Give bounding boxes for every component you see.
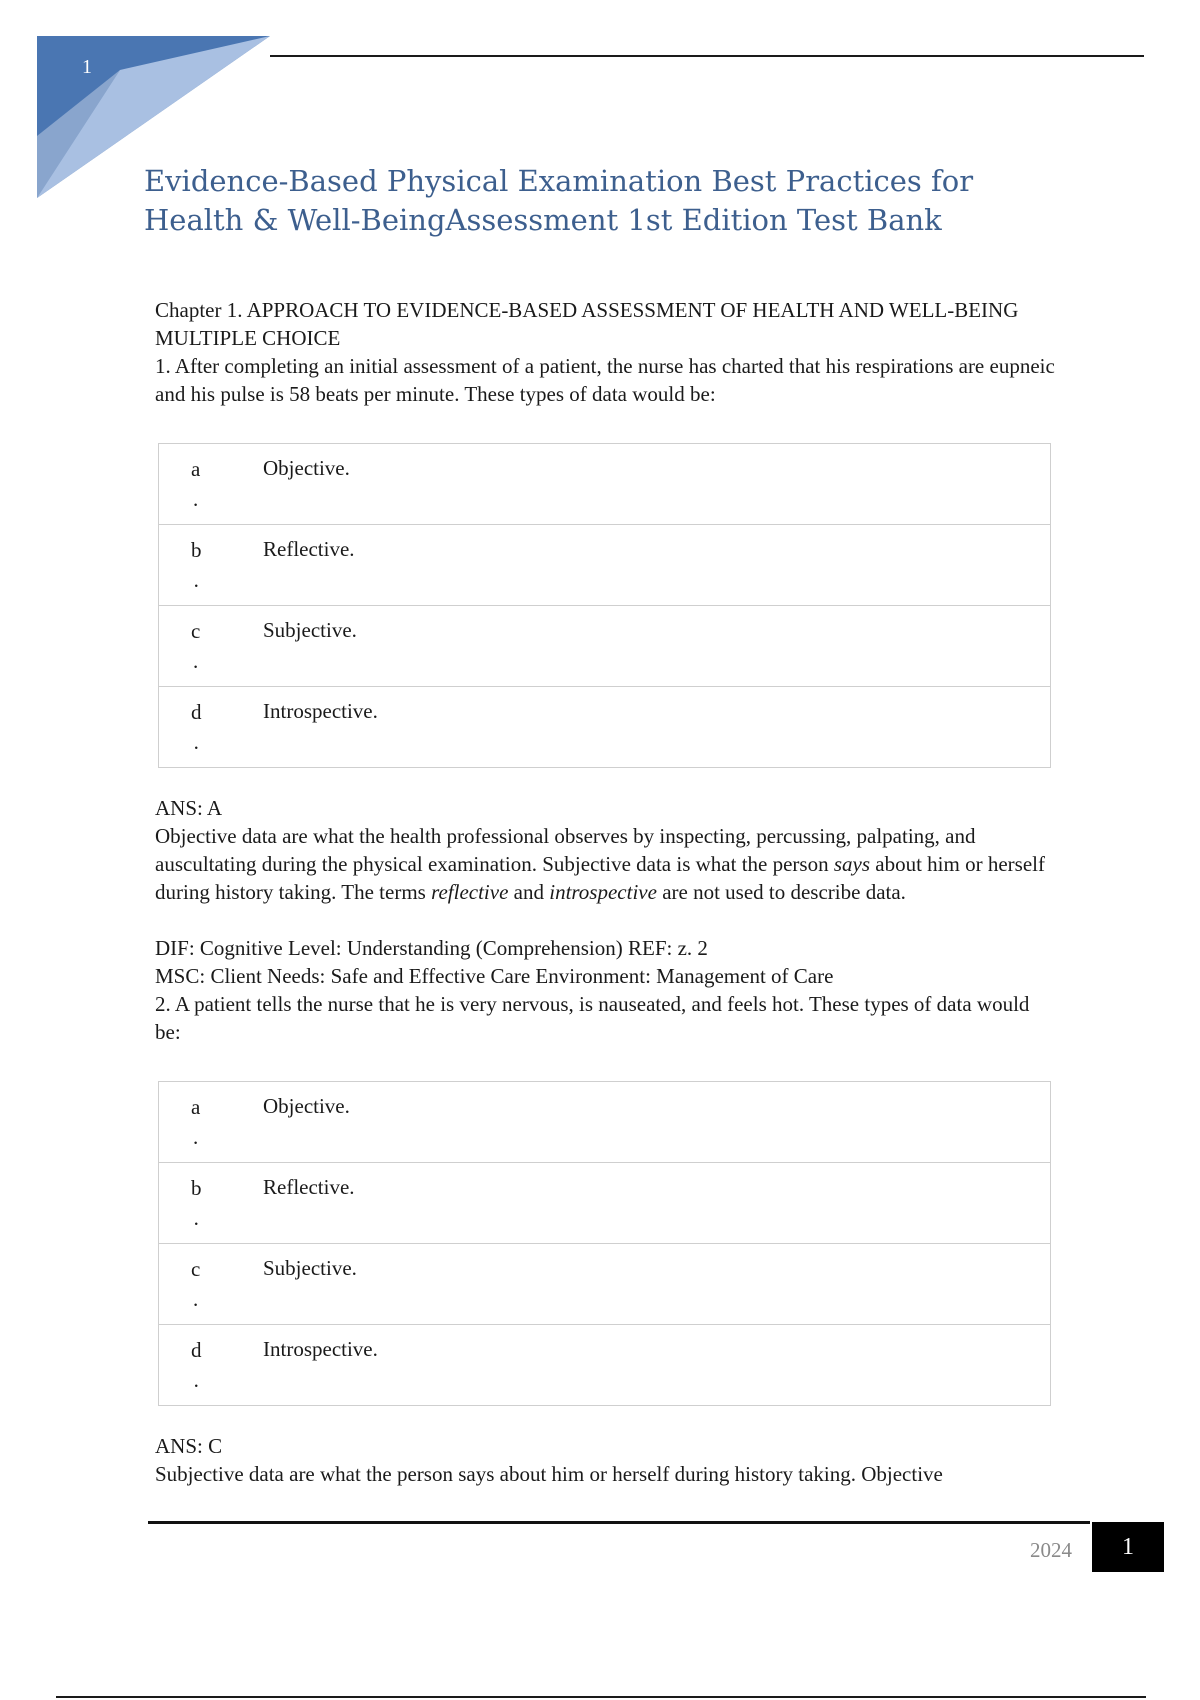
option-row [159, 1244, 1051, 1325]
option-row [159, 1163, 1051, 1244]
option-letter: b [191, 538, 202, 562]
option-dot: . [193, 1125, 199, 1149]
option-letter: c [191, 619, 201, 643]
option-text: Introspective. [251, 1325, 1051, 1406]
question-1-options [158, 443, 1051, 768]
option-dot: . [193, 568, 199, 592]
option-text: Subjective. [251, 1244, 1051, 1325]
option-dot: . [193, 487, 199, 511]
footer-page-number: 1 [1092, 1522, 1164, 1572]
option-dot: . [193, 1287, 199, 1311]
option-text: Objective. [251, 444, 1051, 525]
corner-page-number: 1 [82, 56, 92, 78]
footer-year: 2024 [1030, 1538, 1072, 1562]
option-letter: d [191, 1338, 202, 1362]
question-2-answer: ANS: C [155, 1434, 223, 1458]
header-rule [270, 55, 1144, 57]
question-1-msc: MSC: Client Needs: Safe and Effective Care Environment: Management of Care [155, 964, 834, 988]
question-1-stem: 1. After completing an initial assessment of a patient, the nurse has charted that his respirations are eupneic and his pulse is 58 beats per minute. These types of data would be: [155, 354, 1055, 406]
document-body [155, 296, 1055, 1488]
question-1-answer: ANS: A [155, 796, 223, 820]
section-heading: MULTIPLE CHOICE [155, 326, 341, 350]
chapter-heading: Chapter 1. APPROACH TO EVIDENCE-BASED ASSESSMENT OF HEALTH AND WELL-BEING [155, 298, 1019, 322]
option-text: Subjective. [251, 606, 1051, 687]
option-text: Objective. [251, 1082, 1051, 1163]
question-1-rationale: Objective data are what the health professional observes by inspecting, percussing, palpating, and auscultating during the physical examination. Subjective data is what the person says about him or herself during history taking. The terms reflective and introspective are not used to describe data. [155, 824, 1045, 904]
page-bottom-rule [56, 1696, 1146, 1698]
option-letter: d [191, 700, 202, 724]
question-2-rationale: Subjective data are what the person says about him or herself during history taking. Objective [155, 1462, 943, 1486]
option-dot: . [193, 1206, 199, 1230]
document-title: Evidence-Based Physical Examination Best Practices for Health & Well-BeingAssessment 1st Edition Test Bank [144, 164, 974, 237]
option-letter: b [191, 1176, 202, 1200]
option-row [159, 525, 1051, 606]
option-row [159, 1082, 1051, 1163]
question-1-dif: DIF: Cognitive Level: Understanding (Comprehension) REF: z. 2 [155, 936, 708, 960]
option-text: Introspective. [251, 687, 1051, 768]
option-row [159, 444, 1051, 525]
option-dot: . [193, 649, 199, 673]
question-2-stem: 2. A patient tells the nurse that he is very nervous, is nauseated, and feels hot. These types of data would be: [155, 992, 1030, 1044]
option-dot: . [193, 730, 199, 754]
option-text: Reflective. [251, 525, 1051, 606]
option-row [159, 606, 1051, 687]
option-letter: a [191, 457, 201, 481]
footer-rule [148, 1521, 1090, 1524]
option-dot: . [193, 1368, 199, 1392]
question-2-options [158, 1081, 1051, 1406]
option-row [159, 1325, 1051, 1406]
option-letter: c [191, 1257, 201, 1281]
option-letter: a [191, 1095, 201, 1119]
option-row [159, 687, 1051, 768]
option-text: Reflective. [251, 1163, 1051, 1244]
